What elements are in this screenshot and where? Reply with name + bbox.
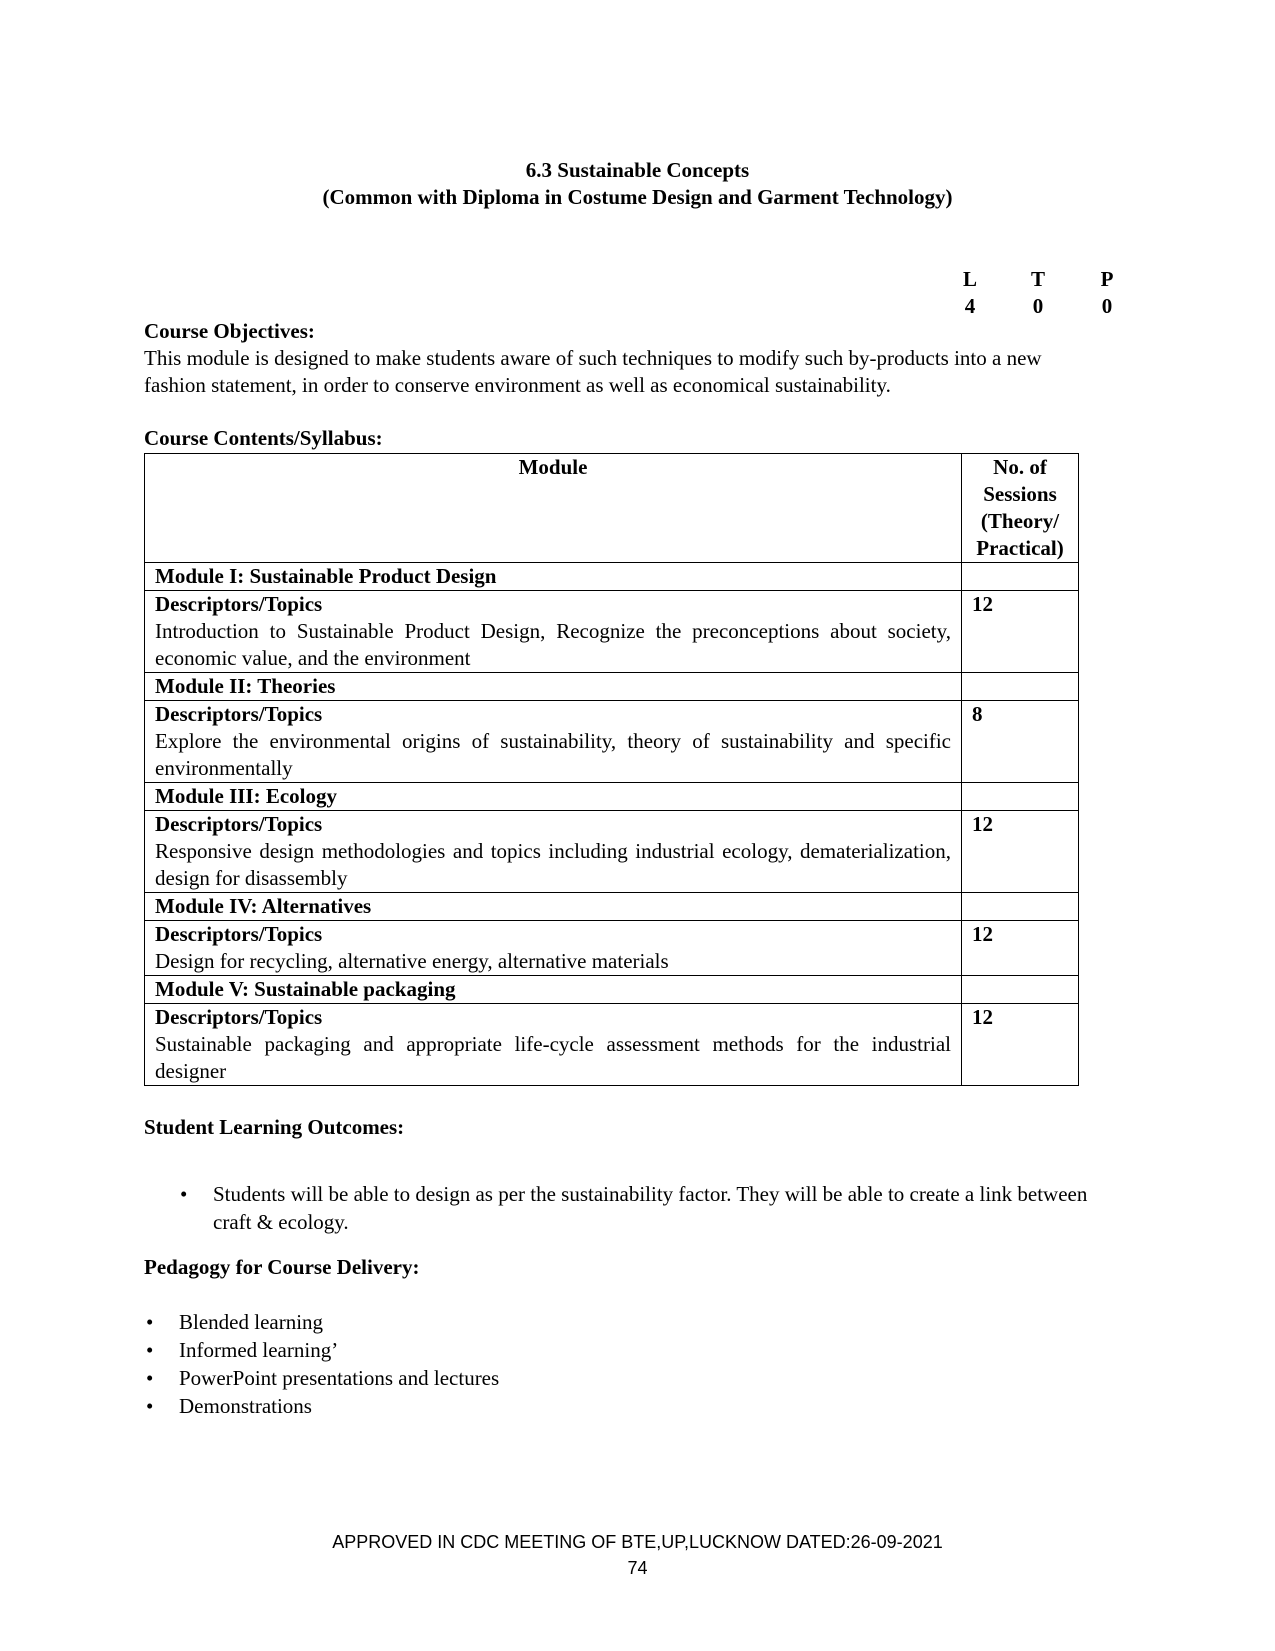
course-title: 6.3 Sustainable Concepts (525, 158, 750, 182)
module-title-row (145, 673, 1079, 701)
descriptors-label: Descriptors/Topics (155, 1005, 323, 1029)
descriptors-text: Explore the environmental origins of sustainability, theory of sustainability and specific environmentally (155, 729, 951, 780)
ltp-value-t: 0 (1032, 294, 1044, 318)
course-subtitle: (Common with Diploma in Costume Design and Garment Technology) (322, 185, 953, 209)
objectives-text: This module is designed to make students aware of such techniques to modify such by-products into a new fashion statement, in order to conserve environment as well as economical sustainability. (144, 346, 1042, 397)
empty-cell (962, 563, 1079, 591)
descriptors-label: Descriptors/Topics (155, 922, 323, 946)
ltp-label-l: L (962, 267, 977, 291)
empty-cell (962, 893, 1079, 921)
module-title-row (145, 893, 1079, 921)
ltp-value-l: 4 (964, 294, 976, 318)
descriptors-label: Descriptors/Topics (155, 702, 323, 726)
syllabus-heading: Course Contents/Syllabus: (144, 426, 383, 450)
empty-cell (962, 673, 1079, 701)
outcomes-list (178, 1180, 1118, 1236)
module-title: Module V: Sustainable packaging (145, 976, 962, 1004)
module-title: Module III: Ecology (145, 783, 962, 811)
module-content (145, 811, 962, 893)
descriptors-label: Descriptors/Topics (155, 812, 323, 836)
objectives-heading: Course Objectives: (144, 319, 315, 343)
list-item: • Blended learning (144, 1308, 1044, 1336)
descriptors-text: Introduction to Sustainable Product Design, Recognize the preconceptions about society, economic value, and the environment (155, 619, 951, 670)
empty-cell (962, 783, 1079, 811)
column-header-sessions: No. of Sessions (Theory/ Practical) (962, 454, 1079, 563)
module-content-row (145, 811, 1079, 893)
sessions-count: 12 (962, 921, 1079, 976)
approval-footer: APPROVED IN CDC MEETING OF BTE,UP,LUCKNOW DATED:26-09-2021 (332, 1532, 943, 1552)
list-item: • Demonstrations (144, 1392, 1044, 1420)
empty-cell (962, 976, 1079, 1004)
list-item: • Informed learning’ (144, 1336, 1044, 1364)
module-content (145, 1004, 962, 1086)
module-content-row (145, 921, 1079, 976)
module-content-row (145, 591, 1079, 673)
ltp-label-p: P (1100, 267, 1114, 291)
sessions-count: 8 (962, 701, 1079, 783)
module-title-row (145, 783, 1079, 811)
outcomes-heading: Student Learning Outcomes: (144, 1115, 405, 1139)
list-item: • PowerPoint presentations and lectures (144, 1364, 1044, 1392)
descriptors-text: Responsive design methodologies and topics including industrial ecology, dematerialization, design for disassembly (155, 839, 951, 890)
module-content-row (145, 701, 1079, 783)
descriptors-text: Design for recycling, alternative energy, alternative materials (155, 949, 669, 973)
pedagogy-heading: Pedagogy for Course Delivery: (144, 1255, 420, 1279)
list-item: • Students will be able to design as per the sustainability factor. They will be able to create a link between craft & ecology. (178, 1180, 1118, 1236)
descriptors-label: Descriptors/Topics (155, 592, 323, 616)
module-content-row (145, 1004, 1079, 1086)
ltp-value-p: 0 (1101, 294, 1113, 318)
module-title: Module IV: Alternatives (145, 893, 962, 921)
module-title: Module II: Theories (145, 673, 962, 701)
page-number: 74 (627, 1558, 648, 1578)
module-content (145, 701, 962, 783)
syllabus-table (144, 453, 1079, 1086)
sessions-count: 12 (962, 811, 1079, 893)
module-title-row (145, 976, 1079, 1004)
column-header-module: Module (145, 454, 962, 563)
module-title-row (145, 563, 1079, 591)
pedagogy-list (144, 1308, 1044, 1420)
module-title: Module I: Sustainable Product Design (145, 563, 962, 591)
ltp-label-t: T (1030, 267, 1045, 291)
table-header-row (145, 454, 1079, 563)
sessions-count: 12 (962, 1004, 1079, 1086)
descriptors-text: Sustainable packaging and appropriate life-cycle assessment methods for the industrial designer (155, 1032, 951, 1083)
module-content (145, 921, 962, 976)
sessions-count: 12 (962, 591, 1079, 673)
module-content (145, 591, 962, 673)
